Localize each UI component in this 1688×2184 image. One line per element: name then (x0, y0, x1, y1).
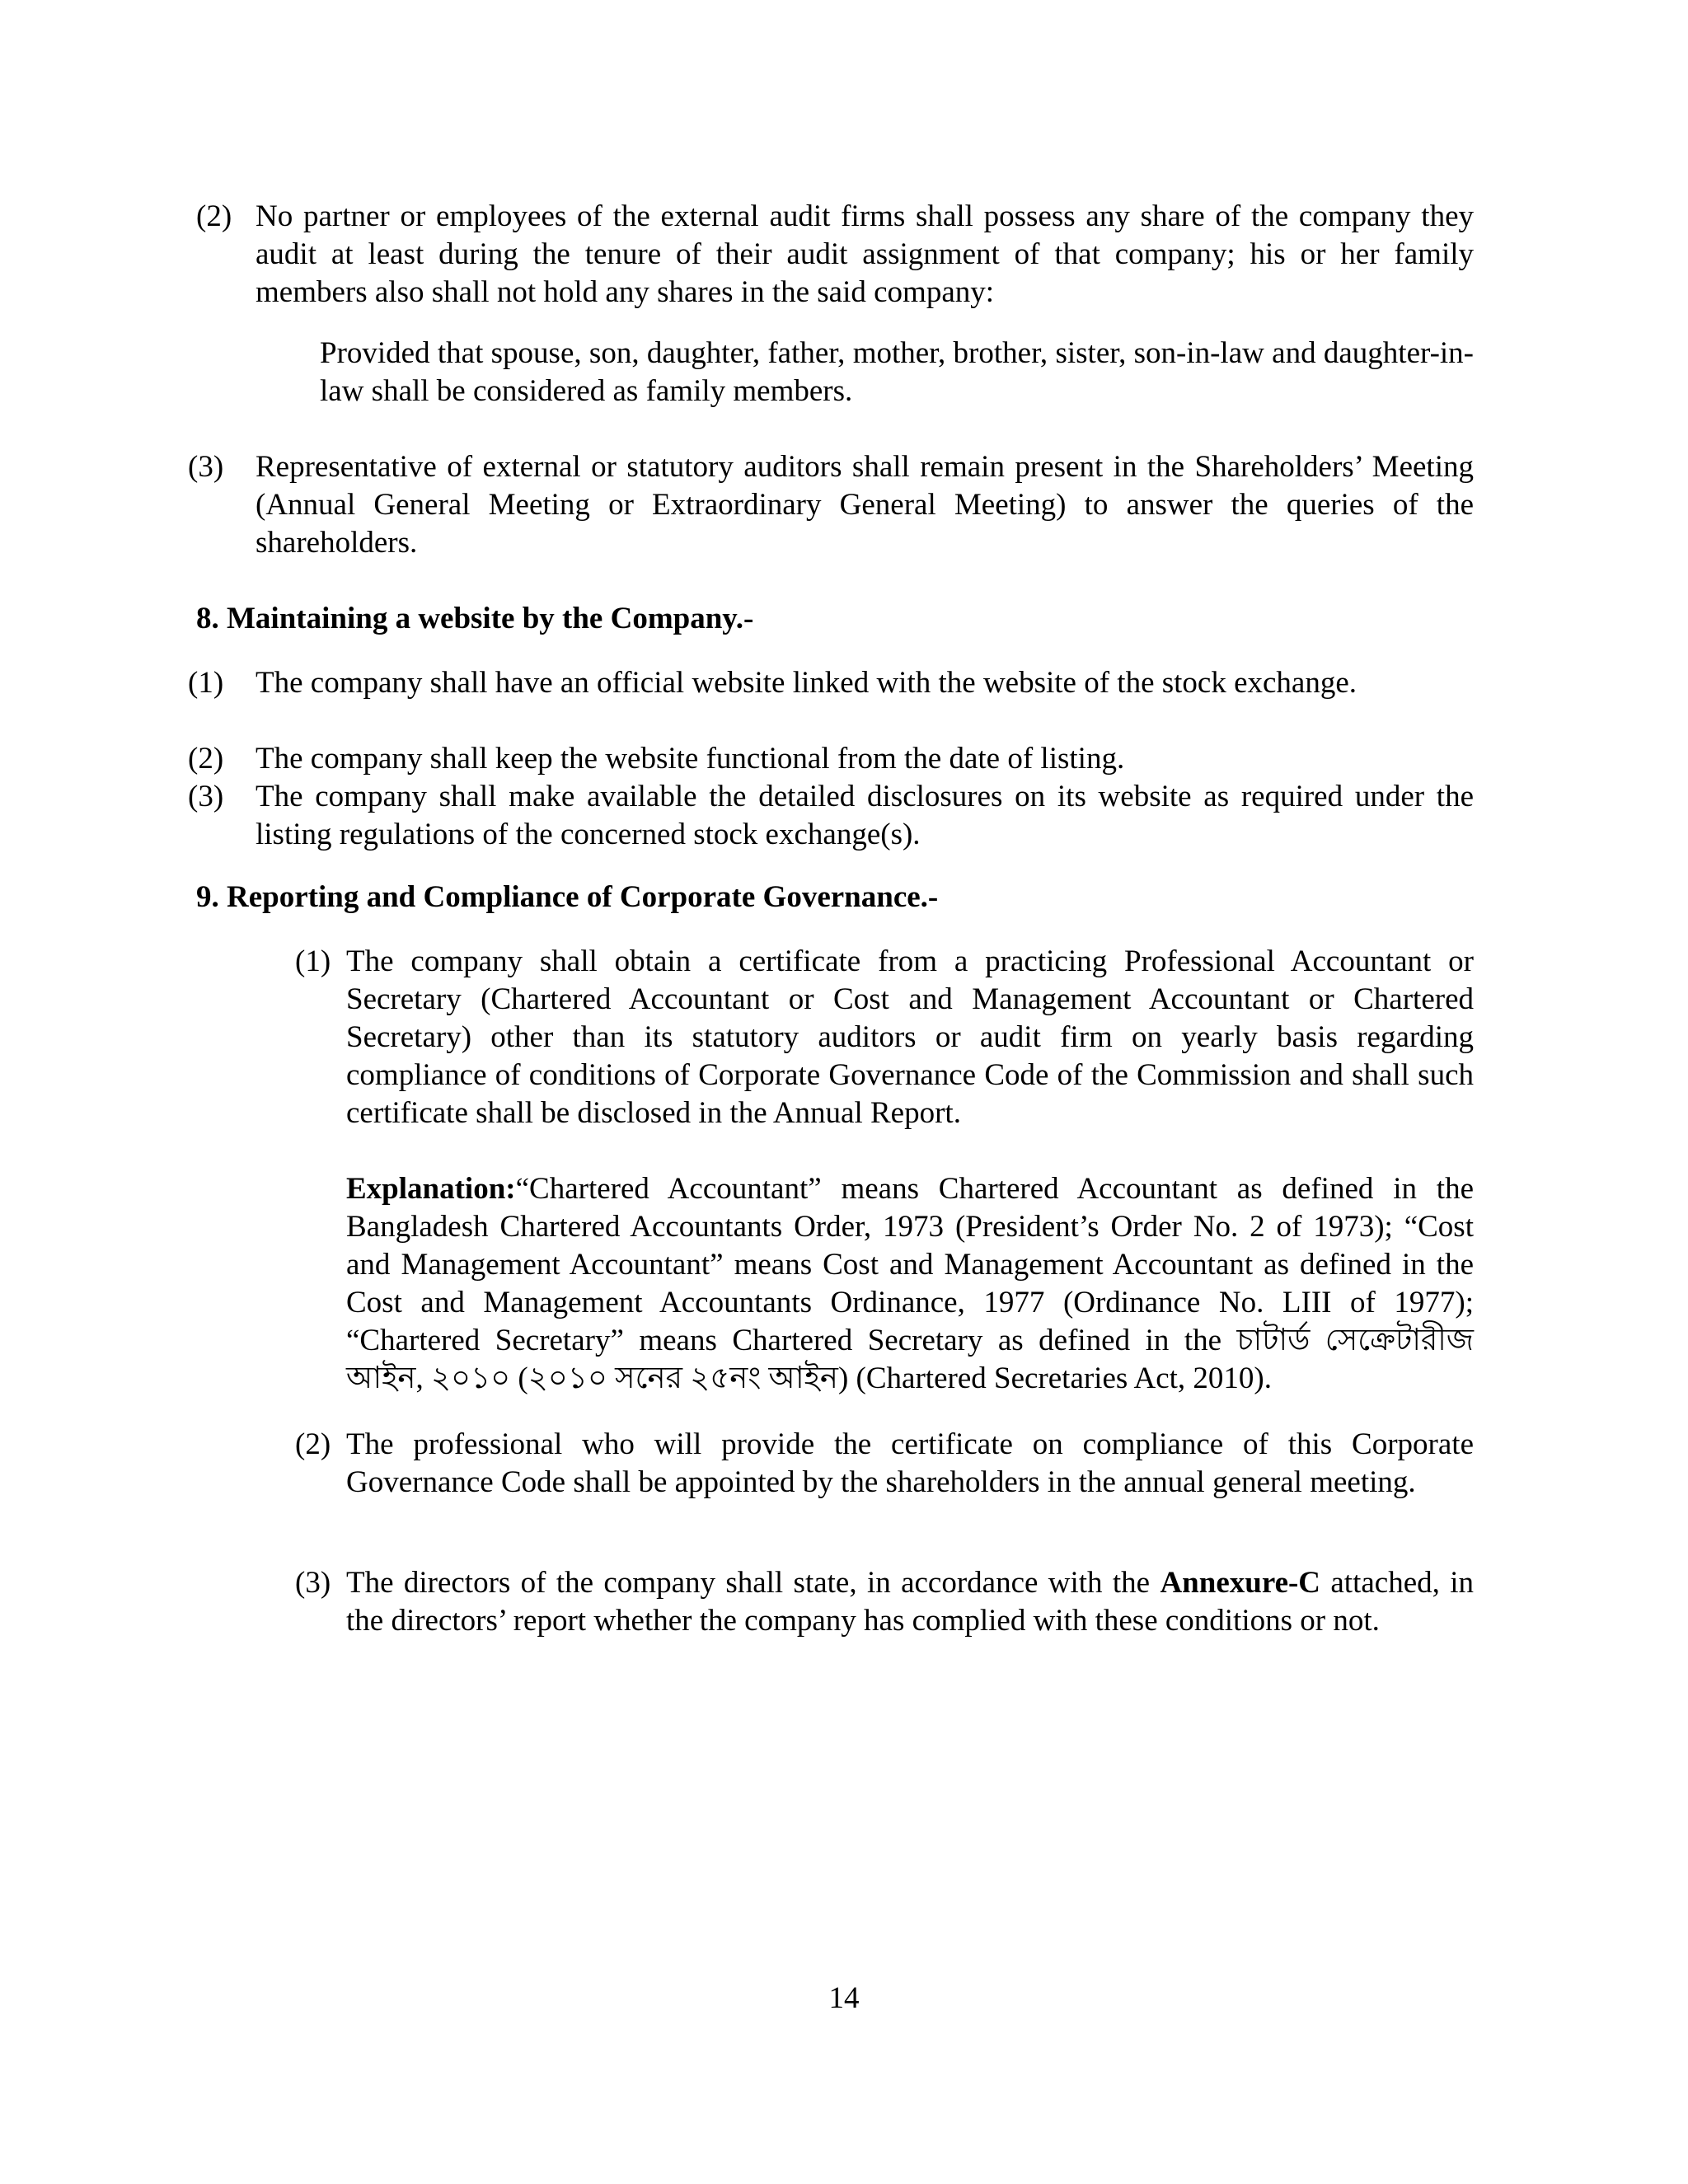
proviso-text: Provided that spouse, son, daughter, father, mother, brother, sister, son-in-law and daughter-in-law shall be considered as family members. (320, 336, 1474, 408)
explanation-paragraph (346, 1170, 1474, 1398)
clause-8-3 (188, 778, 1474, 854)
section-8-heading: 8. Maintaining a website by the Company.- (196, 602, 754, 635)
clause-8-2 (188, 740, 1474, 778)
clause-text-post: attached, in the directors’ report whether the company has complied with these conditions or not. (346, 1566, 1474, 1638)
section-9-heading: 9. Reporting and Compliance of Corporate Governance.- (196, 880, 939, 914)
clause-9-3 (295, 1564, 1474, 1640)
clause-text: The company shall make available the detailed disclosures on its website as required under the listing regulations of the concerned stock exchange(s). (256, 780, 1474, 851)
clause-number: (2) (188, 742, 224, 776)
clause-number: (3) (188, 450, 224, 484)
clause-text: The company shall keep the website functional from the date of listing. (256, 742, 1125, 776)
clause-text-pre: The directors of the company shall state, in accordance with the (346, 1566, 1160, 1600)
explanation-text: “Chartered Accountant” means Chartered Accountant as defined in the Bangladesh Chartered Accountants Order, 1973 (President’s Order No. 2 of 1973); “Cost and Management Accountant” means Cost and Management Accountant as defined in the Cost and Management Accountants Ordinance, 1977 (Ordinance No. LIII of 1977); “Chartered Secretary” means Chartered Secretary as defined in the চাটার্ড সেক্রেটারীজ আইন, ২০১০ (২০১০ সনের ২৫নং আইন) (Chartered Secretaries Act, 2010). (346, 1172, 1474, 1395)
clause-9-2 (295, 1426, 1474, 1502)
clause-text: The professional who will provide the certificate on compliance of this Corporate Governance Code shall be appointed by the shareholders in the annual general meeting. (346, 1427, 1474, 1499)
clause-8-1 (188, 664, 1474, 702)
clause-7-3 (188, 448, 1474, 562)
clause-number: (1) (188, 666, 224, 700)
clause-9-1 (295, 943, 1474, 1132)
clause-text (346, 1564, 1474, 1640)
clause-number: (1) (295, 944, 331, 978)
explanation-label: Explanation: (346, 1172, 516, 1206)
clause-number: (3) (295, 1566, 331, 1600)
clause-text: No partner or employees of the external audit firms shall possess any share of the company they audit at least during the tenure of their audit assignment of that company; his or her family members also shall not hold any shares in the said company: (256, 199, 1474, 309)
clause-text: The company shall obtain a certificate from a practicing Professional Accountant or Secretary (Chartered Accountant or Cost and Management Accountant or Chartered Secretary) other than its statutory auditors or audit firm on yearly basis regarding compliance of conditions of Corporate Governance Code of the Commission and shall such certificate shall be disclosed in the Annual Report. (346, 944, 1474, 1130)
clause-number: (3) (188, 780, 224, 813)
clause-7-2 (196, 198, 1474, 312)
clause-number: (2) (196, 199, 232, 233)
clause-text: The company shall have an official website linked with the website of the stock exchange. (256, 666, 1357, 700)
annexure-reference: Annexure-C (1160, 1566, 1321, 1600)
clause-number: (2) (295, 1427, 331, 1461)
clause-text: Representative of external or statutory auditors shall remain present in the Shareholders’ Meeting (Annual General Meeting or Extraordinary General Meeting) to answer the queries of the shareholders. (256, 450, 1474, 560)
page-number: 14 (828, 1981, 860, 2015)
